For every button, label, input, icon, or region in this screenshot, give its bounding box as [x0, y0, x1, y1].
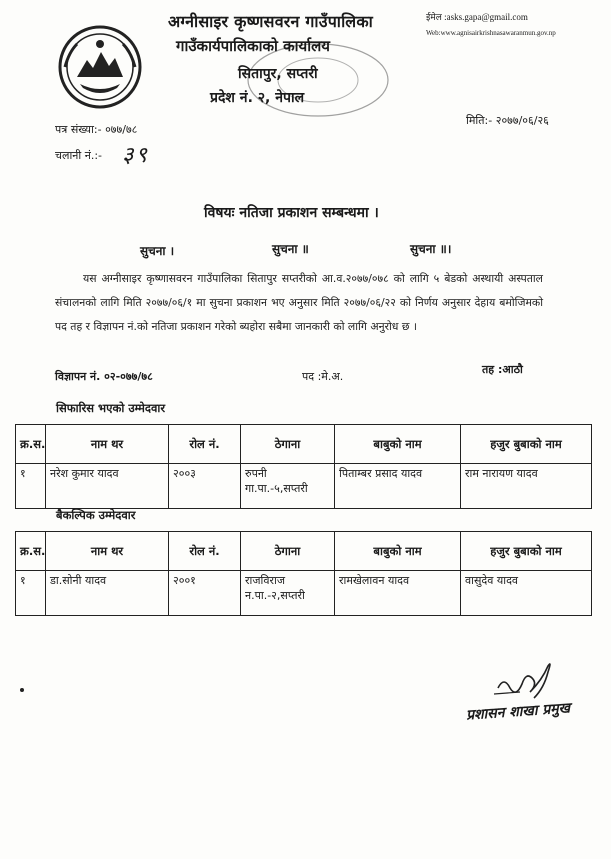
- signatory-title: प्रशासन शाखा प्रमुख: [465, 700, 571, 724]
- cell-father: पिताम्बर प्रसाद यादव: [335, 464, 461, 509]
- col-address: ठेगाना: [241, 425, 335, 464]
- cell-serial: १: [16, 464, 46, 509]
- table-header-row: [16, 425, 592, 464]
- table-row: [16, 571, 592, 616]
- notice-heading-1: सुचना ।: [140, 244, 175, 258]
- recommended-section-title: सिफारिस भएको उम्मेदवार: [56, 401, 166, 415]
- cell-name: डा.सोनी यादव: [46, 571, 169, 616]
- cell-serial: १: [16, 571, 46, 616]
- table-header-row: [16, 532, 592, 571]
- post-name: पद :मे.अ.: [302, 370, 344, 383]
- cell-roll: २००१: [169, 571, 241, 616]
- office-name: गाउँकार्यपालिकाको कार्यालय: [176, 37, 331, 55]
- cell-father: रामखेलावन यादव: [335, 571, 461, 616]
- col-name: नाम थर: [46, 425, 169, 464]
- col-roll: रोल नं.: [169, 532, 241, 571]
- cell-grandfather: वासुदेव यादव: [461, 571, 592, 616]
- letter-date: मिति:- २०७७/०६/२६: [466, 114, 549, 127]
- municipality-name: अग्नीसाइर कृष्णसवरन गाउँपालिका: [168, 12, 373, 31]
- cell-address: राजविराज न.पा.-२,सप्तरी: [241, 571, 335, 616]
- col-father: बाबुको नाम: [335, 532, 461, 571]
- notice-subject: विषयः नतिजा प्रकाशन सम्बन्धमा ।: [204, 205, 379, 221]
- col-name: नाम थर: [46, 532, 169, 571]
- notice-heading-2: सुचना ॥: [272, 242, 309, 256]
- notice-body: यस अग्नीसाइर कृष्णासवरन गाउँपालिका सितापुर सप्तरीको आ.व.२०७७/०७८ को लागि ५ बेडको अस्थायी अस्पताल संचालनको लागि मिति २०७७/०६/१ मा सुचना प्रकाशन भए अनुसार मिति २०७७/०६/२२ को निर्णय अनुसार देहाय बमोजिमको पद तह र विज्ञापन नं.को नतिजा प्रकाशन गरेको ब्यहोरा सबैमा जानकारी को लागि अनुरोध छ ।: [55, 272, 543, 333]
- col-grandfather: हजुर बुबाको नाम: [461, 532, 592, 571]
- province-line: प्रदेश नं. २, नेपाल: [210, 90, 305, 106]
- dispatch-number: ३९: [122, 143, 149, 168]
- col-grandfather: हजुर बुबाको नाम: [461, 425, 592, 464]
- col-address: ठेगाना: [241, 532, 335, 571]
- advertisement-number: विज्ञापन नं. ०२-०७७/७८: [55, 370, 153, 383]
- post-level: तह :आठौ: [482, 363, 523, 376]
- email-address: ईमेल :asks.gapa@gmail.com: [426, 12, 528, 22]
- notice-heading-3: सुचना ॥।: [410, 242, 452, 256]
- letter-number: पत्र संख्या:- ०७७/७८: [55, 123, 138, 136]
- col-serial: क्र.स.: [16, 425, 46, 464]
- col-roll: रोल नं.: [169, 425, 241, 464]
- alternative-section-title: बैकल्पिक उम्मेदवार: [56, 508, 136, 522]
- margin-mark: [20, 688, 24, 692]
- cell-address: रुपनी गा.पा.-५,सप्तरी: [241, 464, 335, 509]
- table-row: [16, 464, 592, 509]
- nepal-emblem-logo: [55, 22, 145, 112]
- cell-roll: २००३: [169, 464, 241, 509]
- col-father: बाबुको नाम: [335, 425, 461, 464]
- dispatch-number-label: चलानी नं.:-: [55, 149, 103, 162]
- cell-name: नरेश कुमार यादव: [46, 464, 169, 509]
- alternative-candidates-table: [15, 531, 592, 616]
- col-serial: क्र.स.: [16, 532, 46, 571]
- office-location: सितापुर, सप्तरी: [238, 66, 318, 82]
- cell-grandfather: राम नारायण यादव: [461, 464, 592, 509]
- recommended-candidates-table: [15, 424, 592, 509]
- website-address: Web:www.agnisairkrishnasawaranmun.gov.np: [426, 29, 556, 37]
